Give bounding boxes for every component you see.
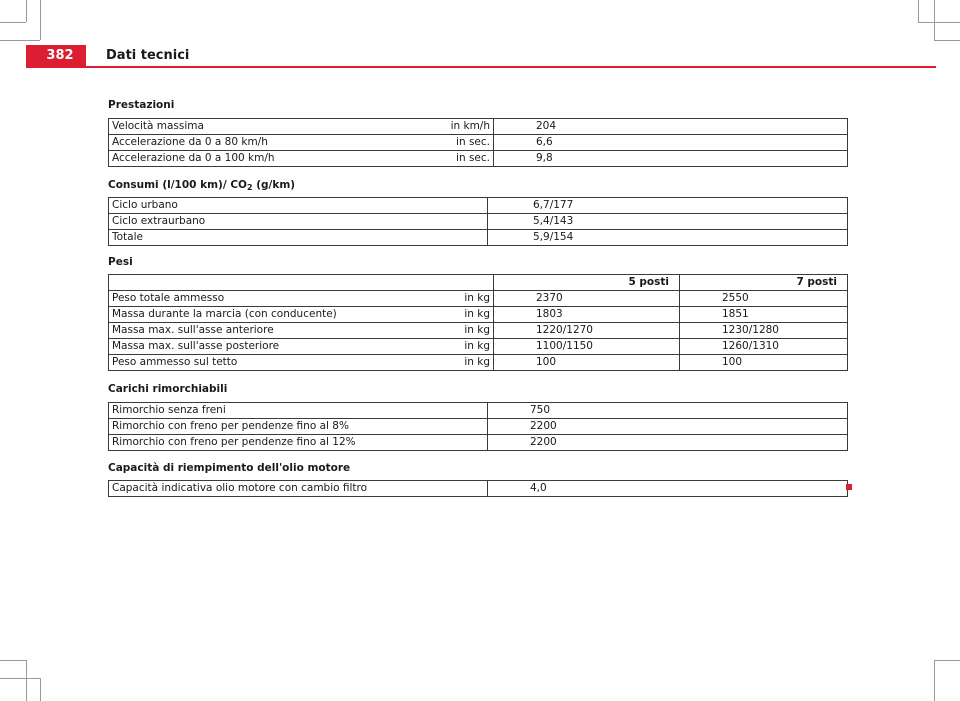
table-row bbox=[109, 230, 848, 246]
row-label: Capacità indicativa olio motore con cambio filtro bbox=[109, 481, 488, 497]
table-header-row bbox=[109, 275, 848, 291]
row-value: 9,8 bbox=[494, 151, 848, 167]
row-value: 6,6 bbox=[494, 135, 848, 151]
row-label: Rimorchio senza freni bbox=[109, 403, 488, 419]
row-unit: in kg bbox=[442, 307, 494, 323]
row-label: Massa max. sull'asse anteriore bbox=[109, 323, 443, 339]
end-of-section-marker bbox=[846, 484, 852, 490]
crop-mark bbox=[26, 660, 27, 701]
row-label: Accelerazione da 0 a 100 km/h bbox=[109, 151, 443, 167]
crop-mark bbox=[40, 0, 41, 40]
row-label: Massa max. sull'asse posteriore bbox=[109, 339, 443, 355]
crop-mark bbox=[0, 22, 26, 23]
row-label: Totale bbox=[109, 230, 488, 246]
row-label: Rimorchio con freno per pendenze fino al 8% bbox=[109, 419, 488, 435]
table-row bbox=[109, 481, 848, 497]
crop-mark bbox=[0, 660, 26, 661]
column-header: 5 posti bbox=[494, 275, 680, 291]
table-row bbox=[109, 307, 848, 323]
crop-mark bbox=[934, 40, 960, 41]
row-label: Peso totale ammesso bbox=[109, 291, 443, 307]
row-value: 1803 bbox=[494, 307, 680, 323]
row-value: 1220/1270 bbox=[494, 323, 680, 339]
table-row bbox=[109, 339, 848, 355]
page-title: Dati tecnici bbox=[106, 48, 190, 63]
heading-subscript: 2 bbox=[246, 183, 253, 192]
page-number: 382 bbox=[26, 45, 86, 67]
row-value: 2200 bbox=[488, 419, 848, 435]
row-value: 1260/1310 bbox=[680, 339, 848, 355]
crop-mark bbox=[0, 40, 40, 41]
table-row bbox=[109, 403, 848, 419]
table-row bbox=[109, 119, 848, 135]
row-value: 5,9/154 bbox=[488, 230, 848, 246]
row-label: Velocità massima bbox=[109, 119, 443, 135]
table-row bbox=[109, 291, 848, 307]
row-value: 750 bbox=[488, 403, 848, 419]
header-rule bbox=[26, 66, 936, 68]
row-label: Accelerazione da 0 a 80 km/h bbox=[109, 135, 443, 151]
column-header: 7 posti bbox=[680, 275, 848, 291]
table-row bbox=[109, 323, 848, 339]
table-row bbox=[109, 435, 848, 451]
row-unit: in kg bbox=[442, 291, 494, 307]
crop-mark bbox=[934, 660, 935, 701]
table-consumi bbox=[108, 197, 848, 246]
table-row bbox=[109, 151, 848, 167]
row-value: 4,0 bbox=[488, 481, 848, 497]
section-heading-consumi bbox=[108, 179, 295, 192]
row-value: 100 bbox=[494, 355, 680, 371]
crop-mark bbox=[26, 0, 27, 22]
row-unit: in kg bbox=[442, 355, 494, 371]
table-olio bbox=[108, 480, 848, 497]
row-value: 5,4/143 bbox=[488, 214, 848, 230]
row-unit: in sec. bbox=[442, 151, 494, 167]
section-heading-pesi: Pesi bbox=[108, 256, 133, 268]
table-row bbox=[109, 135, 848, 151]
crop-mark bbox=[0, 678, 40, 679]
row-value: 1100/1150 bbox=[494, 339, 680, 355]
row-label: Peso ammesso sul tetto bbox=[109, 355, 443, 371]
crop-mark bbox=[934, 0, 935, 40]
section-heading-prestazioni: Prestazioni bbox=[108, 99, 175, 111]
row-value: 2370 bbox=[494, 291, 680, 307]
table-carichi bbox=[108, 402, 848, 451]
section-heading-carichi: Carichi rimorchiabili bbox=[108, 383, 228, 395]
table-row bbox=[109, 198, 848, 214]
table-row bbox=[109, 355, 848, 371]
row-unit: in km/h bbox=[442, 119, 494, 135]
row-unit: in kg bbox=[442, 323, 494, 339]
crop-mark bbox=[40, 678, 41, 701]
row-value: 100 bbox=[680, 355, 848, 371]
row-value: 204 bbox=[494, 119, 848, 135]
row-label: Rimorchio con freno per pendenze fino al 12% bbox=[109, 435, 488, 451]
table-pesi bbox=[108, 274, 848, 371]
row-unit: in kg bbox=[442, 339, 494, 355]
heading-text: (g/km) bbox=[252, 179, 296, 191]
row-value: 6,7/177 bbox=[488, 198, 848, 214]
crop-mark bbox=[918, 0, 919, 22]
row-label: Massa durante la marcia (con conducente) bbox=[109, 307, 443, 323]
row-value: 2550 bbox=[680, 291, 848, 307]
row-value: 1230/1280 bbox=[680, 323, 848, 339]
row-unit: in sec. bbox=[442, 135, 494, 151]
crop-mark bbox=[934, 660, 960, 661]
table-prestazioni bbox=[108, 118, 848, 167]
row-value: 1851 bbox=[680, 307, 848, 323]
row-label: Ciclo extraurbano bbox=[109, 214, 488, 230]
table-row bbox=[109, 419, 848, 435]
row-value: 2200 bbox=[488, 435, 848, 451]
crop-mark bbox=[918, 22, 960, 23]
heading-text: Consumi (l/100 km)/ CO bbox=[108, 179, 247, 191]
section-heading-olio: Capacità di riempimento dell'olio motore bbox=[108, 462, 351, 474]
row-label: Ciclo urbano bbox=[109, 198, 488, 214]
table-row bbox=[109, 214, 848, 230]
header-empty-cell bbox=[109, 275, 494, 291]
